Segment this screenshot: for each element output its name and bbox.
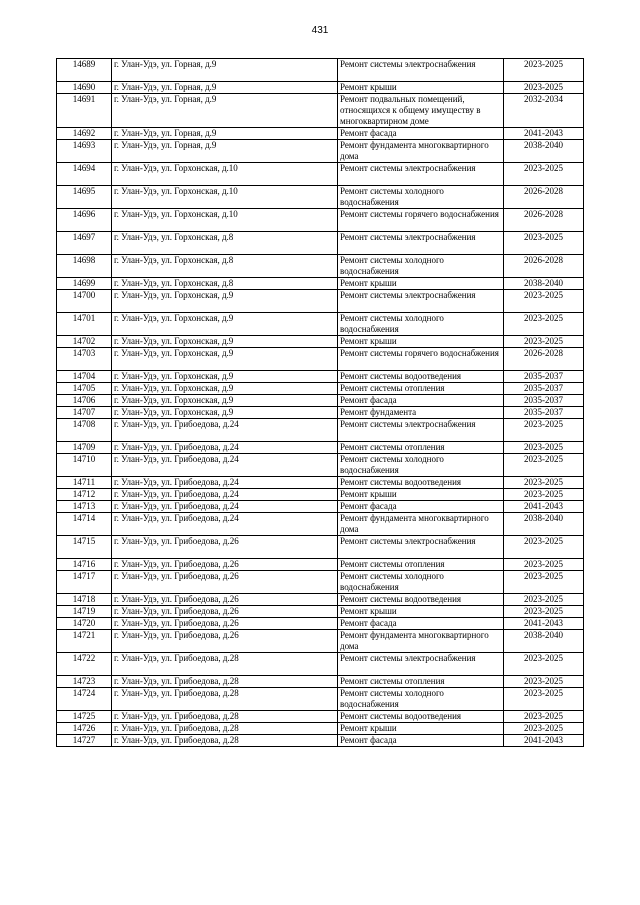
table-row [57, 477, 584, 489]
row-address: г. Улан-Удэ, ул. Грибоедова, д.28 [112, 676, 338, 688]
row-address: г. Улан-Удэ, ул. Грибоедова, д.24 [112, 454, 338, 477]
table-row [57, 395, 584, 407]
row-address: г. Улан-Удэ, ул. Горхонская, д.9 [112, 336, 338, 348]
row-address: г. Улан-Удэ, ул. Грибоедова, д.28 [112, 723, 338, 735]
row-address: г. Улан-Удэ, ул. Грибоедова, д.26 [112, 618, 338, 630]
row-work-type: Ремонт системы водоотведения [338, 477, 504, 489]
row-work-type: Ремонт системы электроснабжения [338, 419, 504, 442]
row-number: 14716 [57, 559, 112, 571]
row-number: 14721 [57, 630, 112, 653]
row-work-type: Ремонт системы электроснабжения [338, 163, 504, 186]
table-row [57, 163, 584, 186]
row-work-type: Ремонт системы электроснабжения [338, 653, 504, 676]
table-row [57, 676, 584, 688]
row-work-type: Ремонт подвальных помещений, относящихся к общему имуществу в многоквартирном доме [338, 94, 504, 128]
table-body [57, 59, 584, 747]
row-number: 14708 [57, 419, 112, 442]
table-row [57, 454, 584, 477]
table-row [57, 313, 584, 336]
table-row [57, 140, 584, 163]
table-row [57, 290, 584, 313]
row-period: 2038-2040 [504, 630, 584, 653]
row-address: г. Улан-Удэ, ул. Горхонская, д.9 [112, 371, 338, 383]
row-number: 14695 [57, 186, 112, 209]
row-work-type: Ремонт крыши [338, 606, 504, 618]
row-address: г. Улан-Удэ, ул. Грибоедова, д.28 [112, 688, 338, 711]
row-work-type: Ремонт системы электроснабжения [338, 232, 504, 255]
table-row [57, 59, 584, 82]
row-work-type: Ремонт системы холодного водоснабжения [338, 255, 504, 278]
table-row [57, 536, 584, 559]
row-number: 14715 [57, 536, 112, 559]
row-work-type: Ремонт фундамента многоквартирного дома [338, 630, 504, 653]
repair-schedule-table [56, 58, 584, 747]
row-number: 14691 [57, 94, 112, 128]
row-work-type: Ремонт системы электроснабжения [338, 536, 504, 559]
row-address: г. Улан-Удэ, ул. Горхонская, д.9 [112, 407, 338, 419]
row-period: 2026-2028 [504, 348, 584, 371]
row-address: г. Улан-Удэ, ул. Горхонская, д.9 [112, 383, 338, 395]
row-period: 2023-2025 [504, 442, 584, 454]
table-row [57, 606, 584, 618]
row-address: г. Улан-Удэ, ул. Горхонская, д.10 [112, 209, 338, 232]
row-number: 14711 [57, 477, 112, 489]
row-work-type: Ремонт фасада [338, 735, 504, 747]
row-number: 14719 [57, 606, 112, 618]
row-number: 14722 [57, 653, 112, 676]
row-address: г. Улан-Удэ, ул. Горхонская, д.9 [112, 313, 338, 336]
row-period: 2023-2025 [504, 559, 584, 571]
row-work-type: Ремонт системы отопления [338, 383, 504, 395]
row-number: 14710 [57, 454, 112, 477]
table-row [57, 94, 584, 128]
row-work-type: Ремонт системы холодного водоснабжения [338, 186, 504, 209]
row-number: 14698 [57, 255, 112, 278]
table-row [57, 407, 584, 419]
row-number: 14712 [57, 489, 112, 501]
table-row [57, 186, 584, 209]
row-address: г. Улан-Удэ, ул. Грибоедова, д.26 [112, 571, 338, 594]
row-number: 14717 [57, 571, 112, 594]
row-number: 14701 [57, 313, 112, 336]
row-address: г. Улан-Удэ, ул. Грибоедова, д.24 [112, 477, 338, 489]
row-work-type: Ремонт системы отопления [338, 676, 504, 688]
row-number: 14723 [57, 676, 112, 688]
row-address: г. Улан-Удэ, ул. Горхонская, д.9 [112, 395, 338, 407]
table-row [57, 501, 584, 513]
row-number: 14724 [57, 688, 112, 711]
row-period: 2023-2025 [504, 336, 584, 348]
row-period: 2026-2028 [504, 255, 584, 278]
row-period: 2023-2025 [504, 536, 584, 559]
row-number: 14720 [57, 618, 112, 630]
row-work-type: Ремонт крыши [338, 82, 504, 94]
row-period: 2032-2034 [504, 94, 584, 128]
row-period: 2023-2025 [504, 477, 584, 489]
row-work-type: Ремонт системы электроснабжения [338, 290, 504, 313]
table-row [57, 489, 584, 501]
row-work-type: Ремонт системы водоотведения [338, 371, 504, 383]
row-period: 2023-2025 [504, 82, 584, 94]
table-row [57, 232, 584, 255]
row-period: 2035-2037 [504, 395, 584, 407]
row-period: 2023-2025 [504, 290, 584, 313]
row-work-type: Ремонт фундамента [338, 407, 504, 419]
row-period: 2035-2037 [504, 383, 584, 395]
row-address: г. Улан-Удэ, ул. Грибоедова, д.24 [112, 513, 338, 536]
row-work-type: Ремонт системы горячего водоснабжения [338, 348, 504, 371]
row-address: г. Улан-Удэ, ул. Грибоедова, д.24 [112, 489, 338, 501]
row-number: 14706 [57, 395, 112, 407]
row-work-type: Ремонт крыши [338, 336, 504, 348]
row-work-type: Ремонт фасада [338, 501, 504, 513]
row-period: 2038-2040 [504, 140, 584, 163]
table-row [57, 383, 584, 395]
row-work-type: Ремонт крыши [338, 278, 504, 290]
row-work-type: Ремонт системы холодного водоснабжения [338, 571, 504, 594]
row-period: 2023-2025 [504, 454, 584, 477]
row-period: 2023-2025 [504, 489, 584, 501]
row-period: 2035-2037 [504, 407, 584, 419]
table-row [57, 128, 584, 140]
row-period: 2023-2025 [504, 232, 584, 255]
row-address: г. Улан-Удэ, ул. Грибоедова, д.24 [112, 442, 338, 454]
row-number: 14709 [57, 442, 112, 454]
row-address: г. Улан-Удэ, ул. Горхонская, д.9 [112, 348, 338, 371]
row-period: 2023-2025 [504, 676, 584, 688]
table-row [57, 419, 584, 442]
table-row [57, 653, 584, 676]
row-address: г. Улан-Удэ, ул. Грибоедова, д.28 [112, 711, 338, 723]
row-address: г. Улан-Удэ, ул. Горхонская, д.9 [112, 290, 338, 313]
table-row [57, 348, 584, 371]
table-row [57, 513, 584, 536]
table-row [57, 371, 584, 383]
row-address: г. Улан-Удэ, ул. Горхонская, д.8 [112, 232, 338, 255]
row-work-type: Ремонт фундамента многоквартирного дома [338, 513, 504, 536]
row-number: 14699 [57, 278, 112, 290]
row-number: 14705 [57, 383, 112, 395]
row-address: г. Улан-Удэ, ул. Грибоедова, д.26 [112, 594, 338, 606]
row-address: г. Улан-Удэ, ул. Грибоедова, д.24 [112, 419, 338, 442]
row-address: г. Улан-Удэ, ул. Горхонская, д.8 [112, 255, 338, 278]
row-address: г. Улан-Удэ, ул. Горхонская, д.10 [112, 186, 338, 209]
row-address: г. Улан-Удэ, ул. Горная, д.9 [112, 59, 338, 82]
row-address: г. Улан-Удэ, ул. Горная, д.9 [112, 128, 338, 140]
row-address: г. Улан-Удэ, ул. Горхонская, д.10 [112, 163, 338, 186]
row-number: 14689 [57, 59, 112, 82]
row-number: 14704 [57, 371, 112, 383]
row-address: г. Улан-Удэ, ул. Грибоедова, д.26 [112, 630, 338, 653]
row-period: 2023-2025 [504, 711, 584, 723]
row-work-type: Ремонт фундамента многоквартирного дома [338, 140, 504, 163]
row-work-type: Ремонт фасада [338, 395, 504, 407]
row-work-type: Ремонт системы горячего водоснабжения [338, 209, 504, 232]
row-address: г. Улан-Удэ, ул. Горная, д.9 [112, 140, 338, 163]
row-number: 14718 [57, 594, 112, 606]
row-work-type: Ремонт фасада [338, 128, 504, 140]
page-number: 431 [311, 25, 329, 36]
row-work-type: Ремонт системы отопления [338, 442, 504, 454]
table-row [57, 559, 584, 571]
row-period: 2026-2028 [504, 186, 584, 209]
table-row [57, 255, 584, 278]
row-number: 14700 [57, 290, 112, 313]
table-row [57, 278, 584, 290]
row-period: 2023-2025 [504, 594, 584, 606]
row-work-type: Ремонт системы холодного водоснабжения [338, 688, 504, 711]
row-number: 14714 [57, 513, 112, 536]
table-row [57, 630, 584, 653]
row-work-type: Ремонт системы электроснабжения [338, 59, 504, 82]
row-number: 14707 [57, 407, 112, 419]
row-number: 14694 [57, 163, 112, 186]
row-period: 2041-2043 [504, 618, 584, 630]
row-period: 2023-2025 [504, 653, 584, 676]
table-row [57, 82, 584, 94]
table-row [57, 688, 584, 711]
row-number: 14713 [57, 501, 112, 513]
table-row [57, 442, 584, 454]
row-number: 14690 [57, 82, 112, 94]
table-row [57, 618, 584, 630]
row-address: г. Улан-Удэ, ул. Грибоедова, д.28 [112, 653, 338, 676]
table-row [57, 336, 584, 348]
row-address: г. Улан-Удэ, ул. Грибоедова, д.26 [112, 536, 338, 559]
row-period: 2023-2025 [504, 606, 584, 618]
table-row [57, 735, 584, 747]
row-number: 14703 [57, 348, 112, 371]
row-number: 14696 [57, 209, 112, 232]
row-address: г. Улан-Удэ, ул. Горная, д.9 [112, 82, 338, 94]
row-number: 14727 [57, 735, 112, 747]
row-period: 2023-2025 [504, 163, 584, 186]
row-address: г. Улан-Удэ, ул. Грибоедова, д.26 [112, 559, 338, 571]
row-period: 2038-2040 [504, 513, 584, 536]
row-work-type: Ремонт системы отопления [338, 559, 504, 571]
table-row [57, 723, 584, 735]
row-number: 14725 [57, 711, 112, 723]
row-period: 2023-2025 [504, 723, 584, 735]
row-period: 2041-2043 [504, 501, 584, 513]
table-row [57, 571, 584, 594]
row-work-type: Ремонт фасада [338, 618, 504, 630]
table-row [57, 594, 584, 606]
table-row [57, 209, 584, 232]
row-work-type: Ремонт системы водоотведения [338, 594, 504, 606]
row-work-type: Ремонт крыши [338, 723, 504, 735]
row-period: 2026-2028 [504, 209, 584, 232]
row-address: г. Улан-Удэ, ул. Грибоедова, д.28 [112, 735, 338, 747]
row-period: 2023-2025 [504, 313, 584, 336]
row-number: 14702 [57, 336, 112, 348]
row-period: 2041-2043 [504, 735, 584, 747]
row-work-type: Ремонт крыши [338, 489, 504, 501]
row-period: 2023-2025 [504, 571, 584, 594]
row-work-type: Ремонт системы водоотведения [338, 711, 504, 723]
row-period: 2041-2043 [504, 128, 584, 140]
table-row [57, 711, 584, 723]
row-period: 2035-2037 [504, 371, 584, 383]
row-number: 14726 [57, 723, 112, 735]
row-address: г. Улан-Удэ, ул. Горная, д.9 [112, 94, 338, 128]
row-period: 2023-2025 [504, 59, 584, 82]
row-address: г. Улан-Удэ, ул. Грибоедова, д.26 [112, 606, 338, 618]
row-number: 14692 [57, 128, 112, 140]
row-period: 2038-2040 [504, 278, 584, 290]
row-number: 14697 [57, 232, 112, 255]
row-work-type: Ремонт системы холодного водоснабжения [338, 454, 504, 477]
row-period: 2023-2025 [504, 688, 584, 711]
row-period: 2023-2025 [504, 419, 584, 442]
row-number: 14693 [57, 140, 112, 163]
row-address: г. Улан-Удэ, ул. Горхонская, д.8 [112, 278, 338, 290]
row-work-type: Ремонт системы холодного водоснабжения [338, 313, 504, 336]
row-address: г. Улан-Удэ, ул. Грибоедова, д.24 [112, 501, 338, 513]
